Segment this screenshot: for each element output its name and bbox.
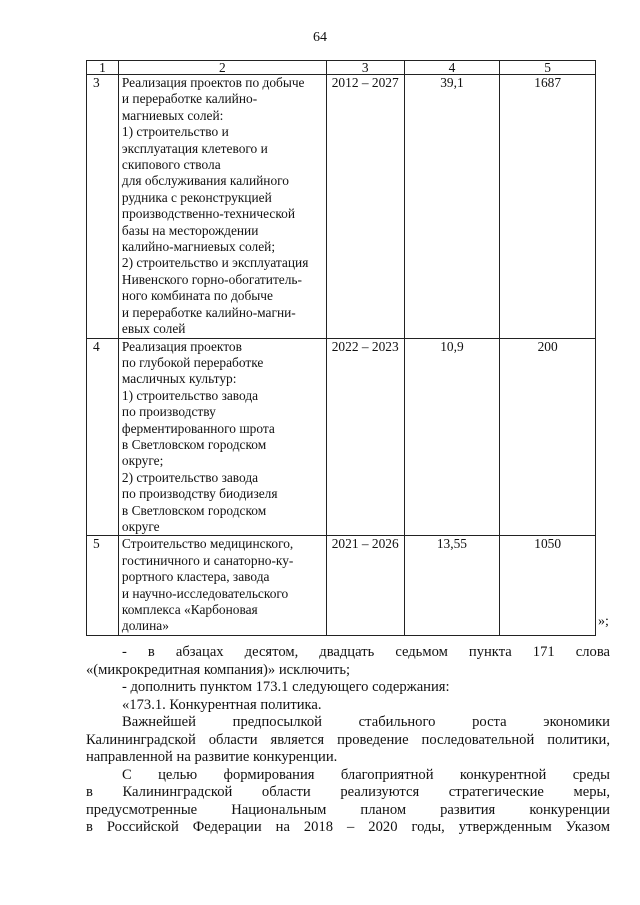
paragraph-line: Важнейшей предпосылкой стабильного роста экономики — [122, 714, 610, 730]
description-line: по глубокой переработке — [121, 354, 264, 370]
column-header: 4 — [404, 61, 500, 75]
column-header: 3 — [326, 61, 404, 75]
table-row — [87, 536, 596, 635]
description-line: комплекса «Карбоновая — [121, 602, 258, 617]
description-line: в Светловском городском — [121, 502, 267, 518]
description-line: Реализация проектов по добыче — [121, 75, 305, 90]
description-line: ферментированного шрота — [121, 420, 275, 436]
project-description — [118, 75, 326, 339]
page-number: 64 — [313, 30, 327, 45]
description-line: по производству — [121, 404, 216, 420]
project-description — [118, 338, 326, 536]
row-number: 4 — [87, 338, 119, 536]
description-line: ного комбината по добыче — [121, 288, 273, 304]
description-line: производственно-технической — [121, 206, 296, 222]
amendment-item-line: «(микрокредитная компания)» исключить; — [86, 661, 351, 678]
paragraph-line: Калининградской области является проведение последовательной политики, — [86, 731, 610, 748]
amendment-item: - дополнить пунктом 173.1 следующего содержания: — [122, 679, 450, 695]
table-row — [87, 75, 596, 339]
column-header: 5 — [500, 61, 596, 75]
column-header: 2 — [118, 61, 326, 75]
description-line: 1) строительство и — [121, 124, 229, 140]
paragraph-line: направленной на развитие конкуренции. — [86, 749, 338, 765]
table-row — [87, 338, 596, 536]
description-line: Нивенского горно-обогатитель- — [121, 271, 302, 287]
section-heading: «173.1. Конкурентная политика. — [122, 696, 322, 713]
column-5-value: 1687 — [500, 75, 596, 339]
implementation-period: 2021 – 2026 — [326, 536, 404, 635]
description-line: масличных культур: — [121, 371, 237, 387]
paragraph-line: в Российской Федерации на 2018 – 2020 годы, утвержденным Указом — [86, 819, 610, 835]
column-4-value: 10,9 — [404, 338, 500, 536]
description-line: гостиничного и санаторно-ку- — [121, 552, 294, 568]
project-description — [118, 536, 326, 635]
paragraph-line: предусмотренные Национальным планом развития конкуренции — [86, 801, 610, 818]
column-header: 1 — [87, 61, 119, 75]
table-header-row — [87, 61, 596, 75]
row-number: 5 — [87, 536, 119, 635]
description-line: 2) строительство завода — [121, 469, 259, 485]
paragraph-line: в Калининградской области реализуются стратегические меры, — [86, 784, 610, 800]
description-line: для обслуживания калийного — [121, 173, 290, 189]
description-line: округе; — [121, 453, 164, 469]
column-5-value: 1050 — [500, 536, 596, 635]
implementation-period: 2012 – 2027 — [326, 75, 404, 339]
description-line: рудника с реконструкцией — [121, 189, 272, 205]
description-line: 2) строительство и эксплуатация — [121, 255, 309, 271]
description-line: евых солей — [121, 321, 186, 337]
description-line: 1) строительство завода — [121, 387, 259, 403]
column-4-value: 13,55 — [404, 536, 500, 635]
description-line: долина» — [121, 618, 169, 634]
amendment-text — [86, 644, 610, 837]
description-line: калийно-магниевых солей; — [121, 239, 276, 255]
description-line: и переработке калийно- — [121, 91, 258, 107]
description-line: эксплуатация клетевого и — [121, 140, 268, 156]
column-4-value: 39,1 — [404, 75, 500, 339]
description-line: округе — [121, 518, 160, 534]
amendment-item-line: - в абзацах десятом, двадцать седьмом пункта 171 слова — [122, 644, 610, 660]
description-line: в Светловском городском — [121, 436, 267, 452]
paragraph-line: С целью формирования благоприятной конкурентной среды — [122, 766, 610, 783]
description-line: и переработке калийно-магни- — [121, 304, 296, 320]
projects-table — [86, 60, 596, 636]
implementation-period: 2022 – 2023 — [326, 338, 404, 536]
row-number: 3 — [87, 75, 119, 339]
description-line: базы на месторождении — [121, 222, 259, 238]
description-line: рортного кластера, завода — [121, 569, 270, 585]
table-closing-quote: »; — [598, 614, 609, 629]
description-line: по производству биодизеля — [121, 486, 278, 502]
column-5-value: 200 — [500, 338, 596, 536]
description-line: и научно-исследовательского — [121, 585, 289, 601]
description-line: скипового ствола — [121, 157, 221, 173]
description-line: магниевых солей: — [121, 107, 224, 123]
description-line: Реализация проектов — [121, 338, 242, 354]
description-line: Строительство медицинского, — [121, 536, 294, 552]
